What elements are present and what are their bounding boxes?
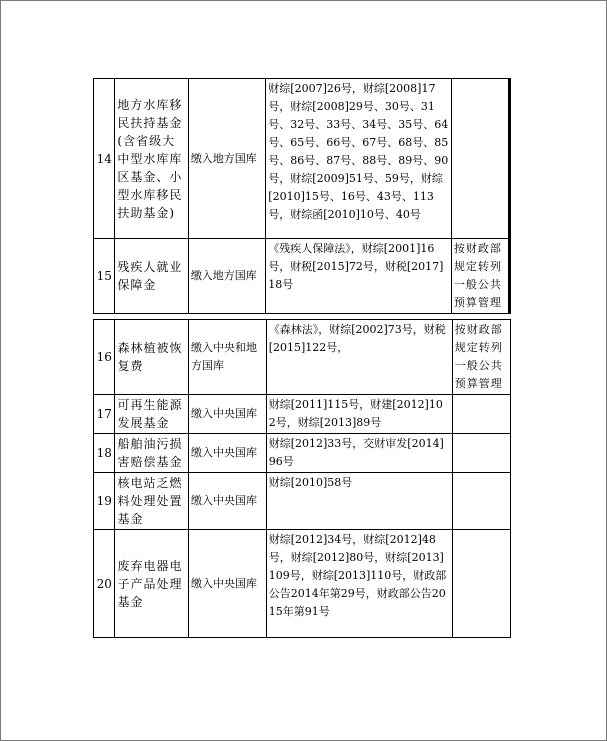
row-number: 19 <box>94 473 115 530</box>
fund-note <box>452 530 510 638</box>
fund-note: 按财政部规定转列一般公共预算管理 <box>451 239 509 314</box>
fund-treatment: 缴入地方国库 <box>188 239 265 314</box>
fund-note <box>451 79 509 239</box>
fund-treatment: 缴入地方国库 <box>188 79 265 239</box>
table-row <box>94 395 511 434</box>
row-number: 16 <box>94 320 115 395</box>
fund-treatment: 缴入中央国库 <box>189 434 267 473</box>
table-row <box>94 79 510 239</box>
table-row <box>94 434 511 473</box>
fund-name: 废弃电器电子产品处理基金 <box>115 530 189 638</box>
fund-name: 地方水库移民扶持基金(含省级大中型水库库区基金、小型水库移民扶助基金) <box>115 79 188 239</box>
row-number: 20 <box>94 530 115 638</box>
fund-note <box>452 395 510 434</box>
fund-treatment: 缴入中央和地方国库 <box>189 320 267 395</box>
table-row <box>94 320 511 395</box>
table-row <box>94 239 510 314</box>
fund-basis: 《森林法》，财综[2002]73号，财税[2015]122号， <box>266 320 452 395</box>
fund-name: 核电站乏燃料处理处置基金 <box>115 473 189 530</box>
fund-basis: 财综[2012]33号，交财审发[2014]96号 <box>266 434 452 473</box>
row-number: 14 <box>94 79 115 239</box>
fund-name: 残疾人就业保障金 <box>115 239 188 314</box>
fund-note <box>452 434 510 473</box>
fund-table-part-2 <box>93 319 511 638</box>
fund-basis: 《残疾人保障法》，财综[2001]16号，财税[2015]72号，财税[2017]18号 <box>266 239 452 314</box>
fund-basis: 财综[2011]115号，财建[2012]102号，财综[2013]89号 <box>266 395 452 434</box>
fund-note <box>452 473 510 530</box>
table-row <box>94 473 511 530</box>
fund-basis: 财综[2007]26号，财综[2008]17号，财综[2008]29号、30号、31号、32号、33号、34号、35号、64号、65号、66号、67号、68号、85号、86号、87号、88号、89号、90号，财综[2009]51号、59号，财综[2010]15号、16号、43号、113号，财综函[2010]10号、40号 <box>266 79 452 239</box>
table-row <box>94 530 511 638</box>
fund-name: 可再生能源发展基金 <box>115 395 189 434</box>
fund-name: 森林植被恢复费 <box>115 320 189 395</box>
fund-table-part-1 <box>93 78 511 314</box>
fund-treatment: 缴入中央国库 <box>189 473 267 530</box>
fund-basis: 财综[2012]34号，财综[2012]48号，财综[2012]80号，财综[2013]109号，财综[2013]110号，财政部公告2014年第29号，财政部公告2015年第91号 <box>266 530 452 638</box>
fund-basis: 财综[2010]58号 <box>266 473 452 530</box>
row-number: 18 <box>94 434 115 473</box>
fund-treatment: 缴入中央国库 <box>189 395 267 434</box>
fund-treatment: 缴入中央国库 <box>189 530 267 638</box>
row-number: 15 <box>94 239 115 314</box>
fund-name: 船舶油污损害赔偿基金 <box>115 434 189 473</box>
row-number: 17 <box>94 395 115 434</box>
fund-note: 按财政部规定转列一般公共预算管理 <box>452 320 510 395</box>
